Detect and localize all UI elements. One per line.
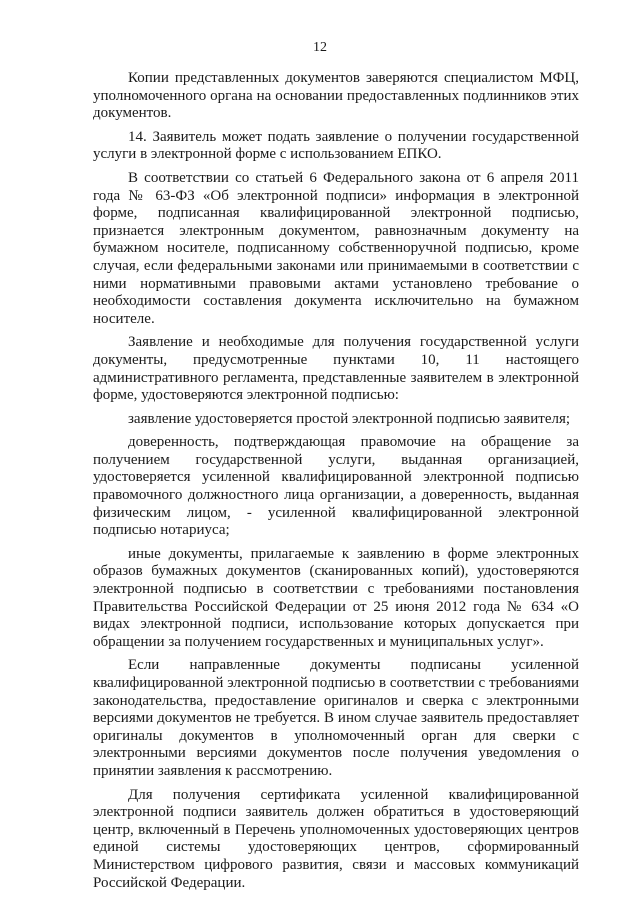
paragraph-federal-law-reference: В соответствии со статьей 6 Федерального закона от 6 апреля 2011 года № 63-ФЗ «Об электронной подписи» информация в электронной форме, подписанная квалифицированной электронной подписью, признается электронным документом, равнозначным документу на бумажном носителе, подписанному собственноручной подписью, кроме случая, если федеральными законами или принимаемыми в соответствии с ними нормативными правовыми актами установлено требование о необходимости составления документа исключительно на бумажном носителе. bbox=[93, 169, 579, 327]
paragraph-simple-signature: заявление удостоверяется простой электронной подписью заявителя; bbox=[128, 410, 571, 427]
paragraph-documents-signature: Заявление и необходимые для получения государственной услуги документы, предусмотренные пунктами 10, 11 настоящего административного регламента, представленные заявителем в электронной форме, удостоверяются электронной подписью: bbox=[93, 334, 579, 404]
paragraph-power-of-attorney: доверенность, подтверждающая правомочие на обращение за получением государственной услуги, выданная организацией, удостоверяется усиленной квалифицированной электронной подписью правомочного должностного лица организации, а доверенность, выданная физическим лицом, - усиленной квалифицированной электронной подписью нотариуса; bbox=[93, 434, 579, 539]
paragraph-originals-verification: Если направленные документы подписаны усиленной квалифицированной электронной подписью в соответствии с требованиями законодательства, предоставление оригиналов и сверка с электронными версиями документов не требуется. В ином случае заявитель предоставляет оригиналы документов в уполномоченный орган для сверки с электронными версиями документов после получения уведомления о принятии заявления к рассмотрению. bbox=[93, 657, 579, 779]
paragraph-copies-certification: Копии представленных документов заверяются специалистом МФЦ, уполномоченного органа на основании предоставленных подлинников этих документов. bbox=[93, 70, 579, 122]
document-body bbox=[93, 70, 579, 892]
paragraph-other-documents: иные документы, прилагаемые к заявлению в форме электронных образов бумажных документов (сканированных копий), удостоверяются электронной подписью в соответствии с требованиями постановления Правительства Российской Федерации от 25 июня 2012 года № 634 «О видах электронной подписи, использование которых допускается при обращении за получением государственных и муниципальных услуг». bbox=[93, 545, 579, 650]
paragraph-electronic-application: 14. Заявитель может подать заявление о получении государственной услуги в электронной форме с использованием ЕПКО. bbox=[93, 128, 579, 163]
paragraph-certificate-center: Для получения сертификата усиленной квалифицированной электронной подписи заявитель должен обратиться в удостоверяющий центр, включенный в Перечень уполномоченных удостоверяющих центров единой системы удостоверяющих центров, сформированный Министерством цифрового развития, связи и массовых коммуникаций Российской Федерации. bbox=[93, 786, 579, 891]
page-number: 12 bbox=[313, 40, 327, 55]
